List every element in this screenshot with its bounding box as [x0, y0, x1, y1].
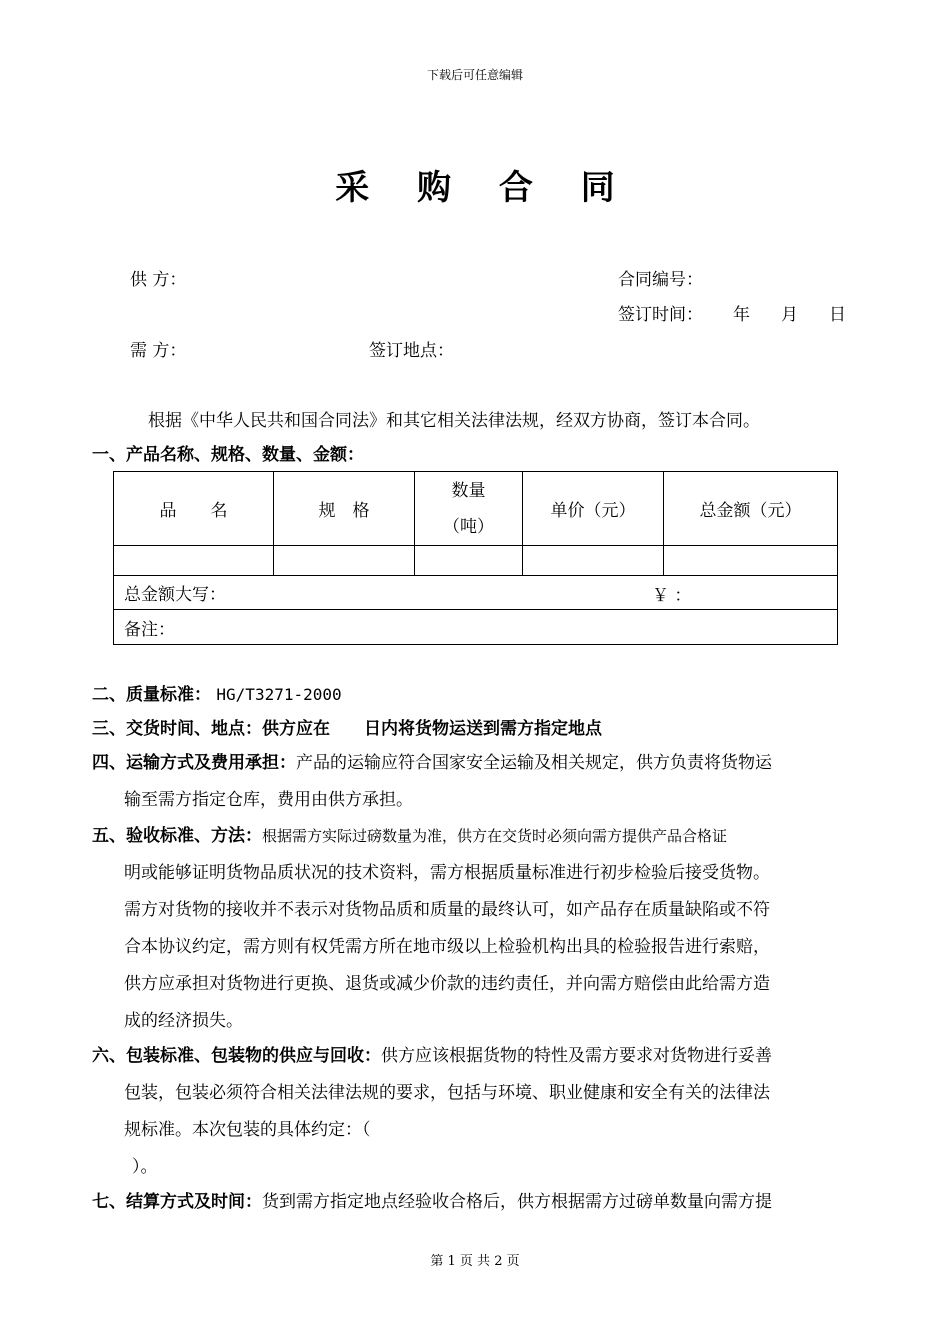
header-total-amount: 总金额（元） — [664, 472, 838, 546]
section7-heading: 七、结算方式及时间： — [92, 1192, 262, 1212]
buyer-label: 需 方： — [130, 341, 187, 361]
cell-unit-price[interactable] — [523, 546, 664, 576]
section5-line: 成的经济损失。 — [124, 1011, 243, 1031]
section7 — [92, 1184, 772, 1221]
section2 — [92, 676, 342, 714]
header-quantity-unit: （吨） — [443, 516, 494, 537]
total-uppercase-label: 总金额大写： — [124, 585, 226, 605]
section6-line: ）。 — [132, 1157, 158, 1177]
section6-line: 包装，包装必须符合相关法律法规的要求，包括与环境、职业健康和安全有关的法律法 — [124, 1083, 770, 1103]
header-unit-price: 单价（元） — [523, 472, 664, 546]
cell-product-name[interactable] — [114, 546, 274, 576]
month-label: 月 — [781, 305, 798, 325]
goods-table — [113, 471, 838, 645]
header-product-name: 品 名 — [114, 472, 274, 546]
section4-line: 输至需方指定仓库，费用由供方承担。 — [124, 790, 413, 810]
intro-paragraph: 根据《中华人民共和国合同法》和其它相关法律法规，经双方协商，签订本合同。 — [148, 411, 760, 431]
sign-place-label: 签订地点： — [369, 341, 454, 361]
section5-line: 合本协议约定，需方则有权凭需方所在地市级以上检验机构出具的检验报告进行索赔， — [124, 937, 770, 957]
cell-total-amount[interactable] — [664, 546, 838, 576]
sign-time-label: 签订时间： — [618, 305, 703, 325]
contract-no-label: 合同编号： — [618, 270, 703, 290]
table-row — [114, 546, 838, 576]
total-row — [114, 576, 838, 610]
remark-row — [114, 610, 838, 645]
cell-spec[interactable] — [274, 546, 415, 576]
total-cell — [114, 576, 838, 610]
yen-label: ￥ ： — [652, 586, 692, 606]
cell-quantity[interactable] — [415, 546, 523, 576]
section7-line: 货到需方指定地点经验收合格后，供方根据需方过磅单数量向需方提 — [262, 1192, 772, 1212]
table-header-row — [114, 472, 838, 546]
section5-line: 供方应承担对货物进行更换、退货或减少价款的违约责任，并向需方赔偿由此给需方造 — [124, 974, 770, 994]
header-quantity — [415, 472, 523, 546]
page-footer: 第 1 页 共 2 页 — [430, 1254, 520, 1269]
section4-line: 产品的运输应符合国家安全运输及相关规定，供方负责将货物运 — [296, 753, 772, 773]
remark-label: 备注： — [124, 619, 175, 640]
supplier-label: 供 方： — [130, 270, 187, 290]
section3 — [92, 711, 602, 748]
section4 — [92, 745, 772, 819]
quality-standard: HG/T3271-2000 — [216, 685, 342, 704]
section4-heading: 四、运输方式及费用承担： — [92, 753, 296, 773]
section6-line: 供方应该根据货物的特性及需方要求对货物进行妥善 — [381, 1046, 772, 1066]
section6-heading: 六、包装标准、包装物的供应与回收： — [92, 1046, 381, 1066]
header-note: 下载后可任意编辑 — [426, 68, 523, 82]
section1-heading: 一、产品名称、规格、数量、金额： — [92, 445, 364, 465]
section5-heading: 五、验收标准、方法： — [92, 826, 262, 846]
document-title: 采 购 合 同 — [335, 168, 633, 208]
section6-line: 规标准。本次包装的具体约定：（ — [124, 1120, 371, 1140]
section2-heading: 二、质量标准： — [92, 685, 211, 705]
section5-line: 根据需方实际过磅数量为准，供方在交货时必须向需方提供产品合格证 — [262, 827, 728, 845]
section3-heading: 三、交货时间、地点：供方应在 日内将货物运送到需方指定地点 — [92, 719, 602, 739]
section5-line: 明或能够证明货物品质状况的技术资料，需方根据质量标准进行初步检验后接受货物。 — [124, 863, 770, 883]
remark-cell — [114, 610, 838, 645]
year-label: 年 — [733, 305, 750, 325]
section6 — [92, 1038, 772, 1186]
section5-line: 需方对货物的接收并不表示对货物品质和质量的最终认可，如产品存在质量缺陷或不符 — [124, 900, 770, 920]
header-spec: 规 格 — [274, 472, 415, 546]
day-label: 日 — [829, 305, 846, 325]
section5 — [92, 818, 770, 1040]
header-quantity-label: 数量 — [451, 480, 486, 501]
